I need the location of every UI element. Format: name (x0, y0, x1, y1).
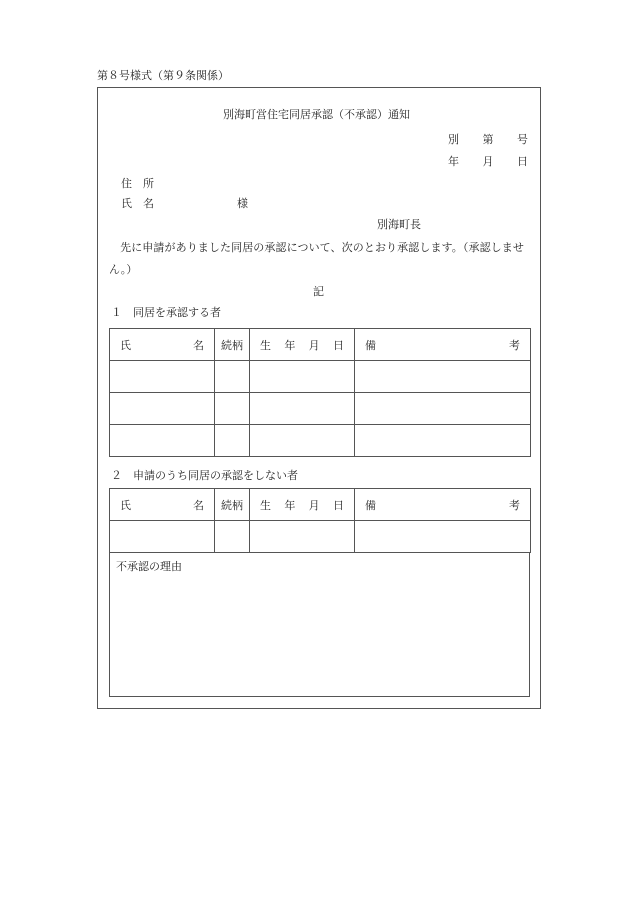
document-title: 別海町営住宅同居承認（不承認）通知 (223, 108, 410, 121)
issuer: 別海町長 (377, 218, 421, 231)
issue-date-part: 日 (517, 155, 528, 168)
header-birth-3: 月 (308, 338, 320, 352)
header-name-2: 名 (193, 498, 204, 512)
name-label: 氏 名 (121, 197, 154, 210)
table-row (110, 393, 531, 425)
header-name-1: 氏 (120, 338, 131, 352)
table-header-row (110, 489, 531, 521)
section1-heading: １ 同居を承認する者 (111, 306, 221, 319)
rejection-reason-label: 不承認の理由 (116, 560, 182, 573)
issue-number-part: 第 (482, 133, 494, 146)
approved-table (109, 328, 531, 457)
ki-label: 記 (313, 285, 324, 298)
rejection-reason-box[interactable] (109, 552, 530, 697)
header-birth-1: 生 (260, 498, 271, 512)
header-name-1: 氏 (120, 498, 131, 512)
issue-number (448, 131, 528, 147)
table-row (110, 521, 531, 553)
issue-date-part: 年 (448, 155, 459, 168)
header-birth-2: 年 (284, 338, 296, 352)
table-header-row (110, 329, 531, 361)
header-relation: 続柄 (221, 498, 243, 512)
header-birth-3: 月 (308, 498, 320, 512)
form-number: 第８号様式（第９条関係） (97, 69, 229, 82)
header-birth-4: 日 (332, 498, 344, 512)
header-remarks-2: 考 (509, 338, 520, 352)
issue-date (448, 153, 528, 169)
issue-number-part: 号 (517, 133, 528, 146)
header-birth-4: 日 (332, 338, 344, 352)
table-row (110, 361, 531, 393)
issue-number-part: 別 (448, 133, 459, 146)
rejected-table (109, 488, 531, 553)
header-birth-1: 生 (260, 338, 271, 352)
section2-heading: ２ 申請のうち同居の承認をしない者 (111, 469, 298, 482)
header-birth-2: 年 (284, 498, 296, 512)
honorific: 様 (237, 197, 248, 210)
header-remarks-1: 備 (365, 498, 376, 512)
header-remarks-2: 考 (509, 498, 520, 512)
table-row (110, 425, 531, 457)
body-text: 先に申請がありました同居の承認について、次のとおり承認します。（承認しません。） (109, 241, 524, 276)
address-label: 住 所 (121, 177, 154, 190)
issue-date-part: 月 (482, 155, 494, 168)
header-remarks-1: 備 (365, 338, 376, 352)
header-relation: 続柄 (221, 338, 243, 352)
header-name-2: 名 (193, 338, 204, 352)
